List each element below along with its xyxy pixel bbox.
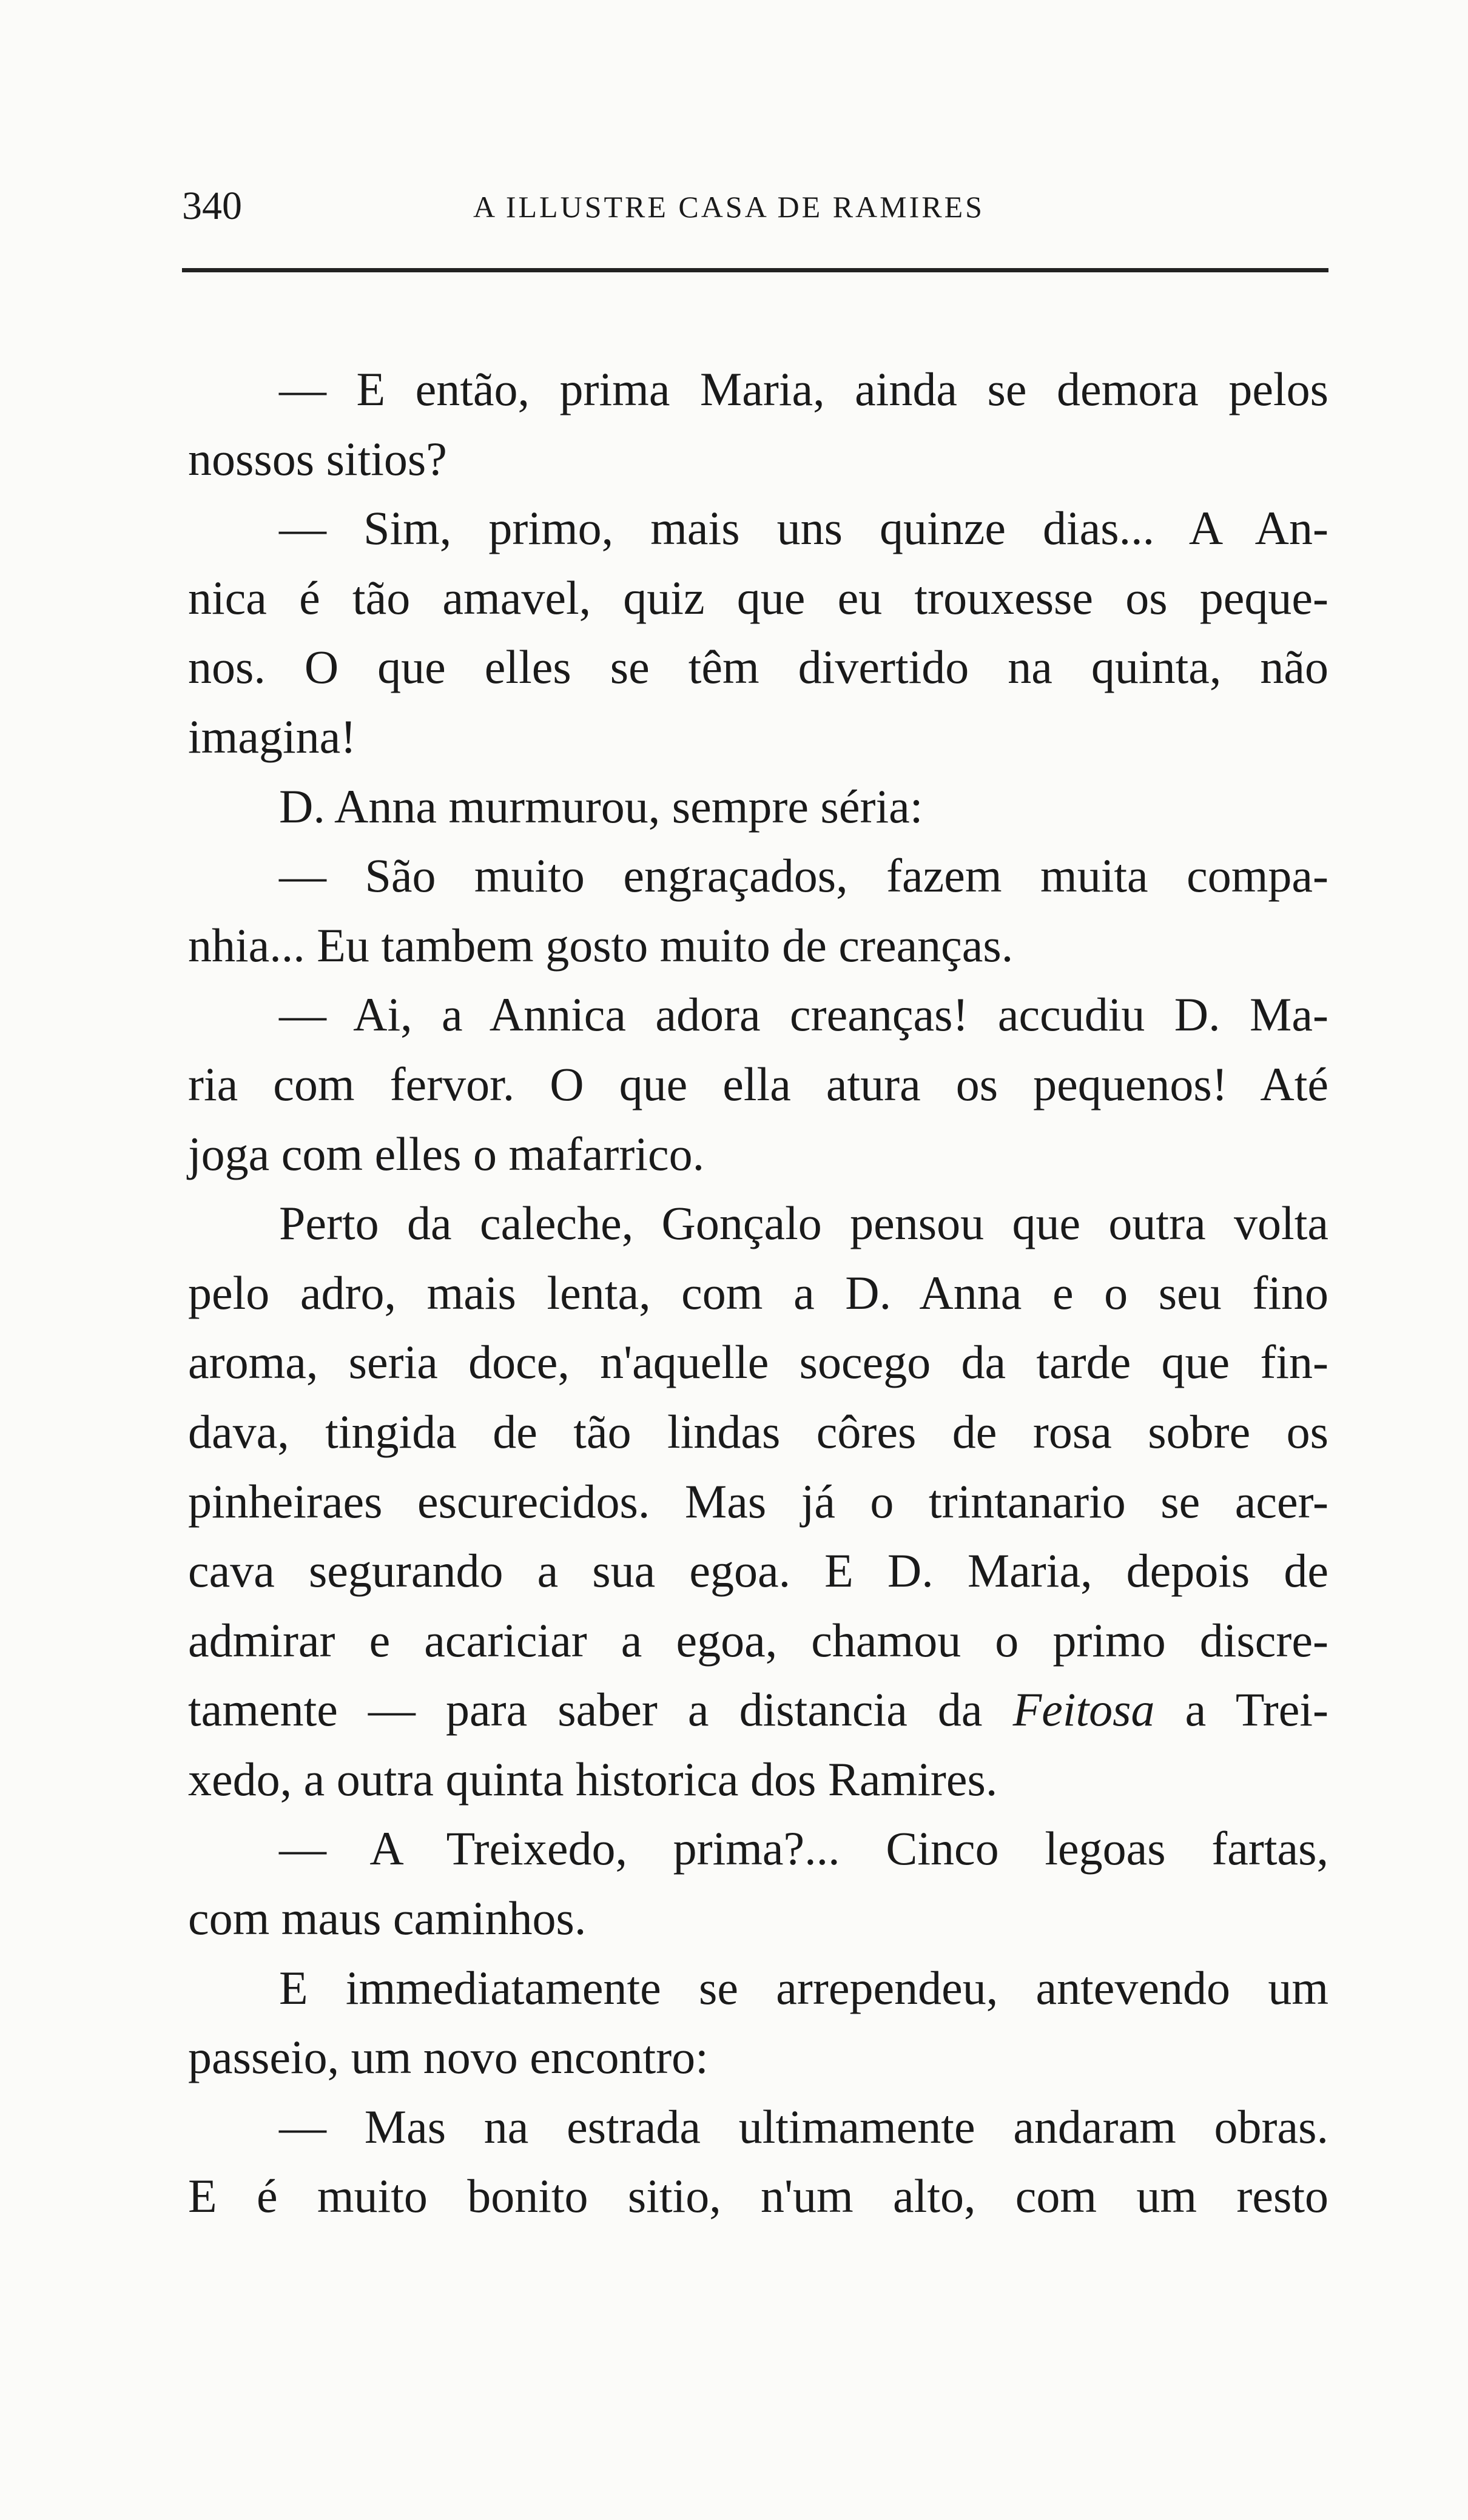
- text-line: — Ai, a Annica adora creanças! accudiu D. Ma-: [279, 988, 1328, 1041]
- italic-place-name: Feitosa: [1012, 1683, 1155, 1736]
- running-title: A ILLUSTRE CASA DE RAMIRES: [473, 190, 985, 224]
- text-line: com maus caminhos.: [188, 1892, 587, 1945]
- text-line: [188, 1675, 1328, 1745]
- text-line: pelo adro, mais lenta, com a D. Anna e o seu fino: [188, 1266, 1328, 1319]
- text-line: dava, tingida de tão lindas côres de rosa sobre os: [188, 1405, 1328, 1458]
- text-line: E immediatamente se arrependeu, antevendo um: [279, 1961, 1328, 2014]
- text-line: D. Anna murmurou, sempre séria:: [279, 779, 923, 833]
- text-line: — São muito engraçados, fazem muita compa-: [279, 849, 1328, 902]
- page-number: 340: [182, 184, 242, 228]
- text-line: nos. O que elles se têm divertido na quinta, não: [188, 640, 1328, 694]
- text-line: cava segurando a sua egoa. E D. Maria, depois de: [188, 1544, 1328, 1598]
- text-line: nossos sitios?: [188, 432, 447, 485]
- body-text: [188, 355, 1328, 2231]
- text-line: E é muito bonito sitio, n'um alto, com um resto: [188, 2169, 1328, 2223]
- page-header: [182, 182, 1328, 230]
- text-line: admirar e acariciar a egoa, chamou o primo discre-: [188, 1613, 1328, 1667]
- text-line: ria com fervor. O que ella atura os pequenos! Até: [188, 1057, 1328, 1110]
- text-line: xedo, a outra quinta historica dos Ramires.: [188, 1752, 998, 1806]
- text-segment: tamente — para saber a distancia da: [188, 1683, 1013, 1736]
- text-line: — Mas na estrada ultimamente andaram obras.: [279, 2100, 1328, 2153]
- text-line: joga com elles o mafarrico.: [188, 1127, 705, 1180]
- text-line: passeio, um novo encontro:: [188, 2031, 709, 2084]
- text-line: imagina!: [188, 710, 357, 763]
- text-line: — Sim, primo, mais uns quinze dias... A An-: [279, 502, 1328, 555]
- text-line: pinheiraes escurecidos. Mas já o trintanario se acer-: [188, 1474, 1328, 1528]
- text-line: — A Treixedo, prima?... Cinco legoas fartas,: [279, 1822, 1328, 1875]
- text-line: nica é tão amavel, quiz que eu trouxesse os peque-: [188, 571, 1328, 624]
- text-line: nhia... Eu tambem gosto muito de creanças.: [188, 918, 1014, 972]
- text-segment: a Trei-: [1154, 1683, 1329, 1736]
- text-line: Perto da caleche, Gonçalo pensou que outra volta: [279, 1197, 1328, 1250]
- text-line: aroma, seria doce, n'aquelle socego da tarde que fin-: [188, 1336, 1328, 1389]
- text-line: — E então, prima Maria, ainda se demora pelos: [279, 363, 1328, 415]
- header-rule: [182, 268, 1328, 272]
